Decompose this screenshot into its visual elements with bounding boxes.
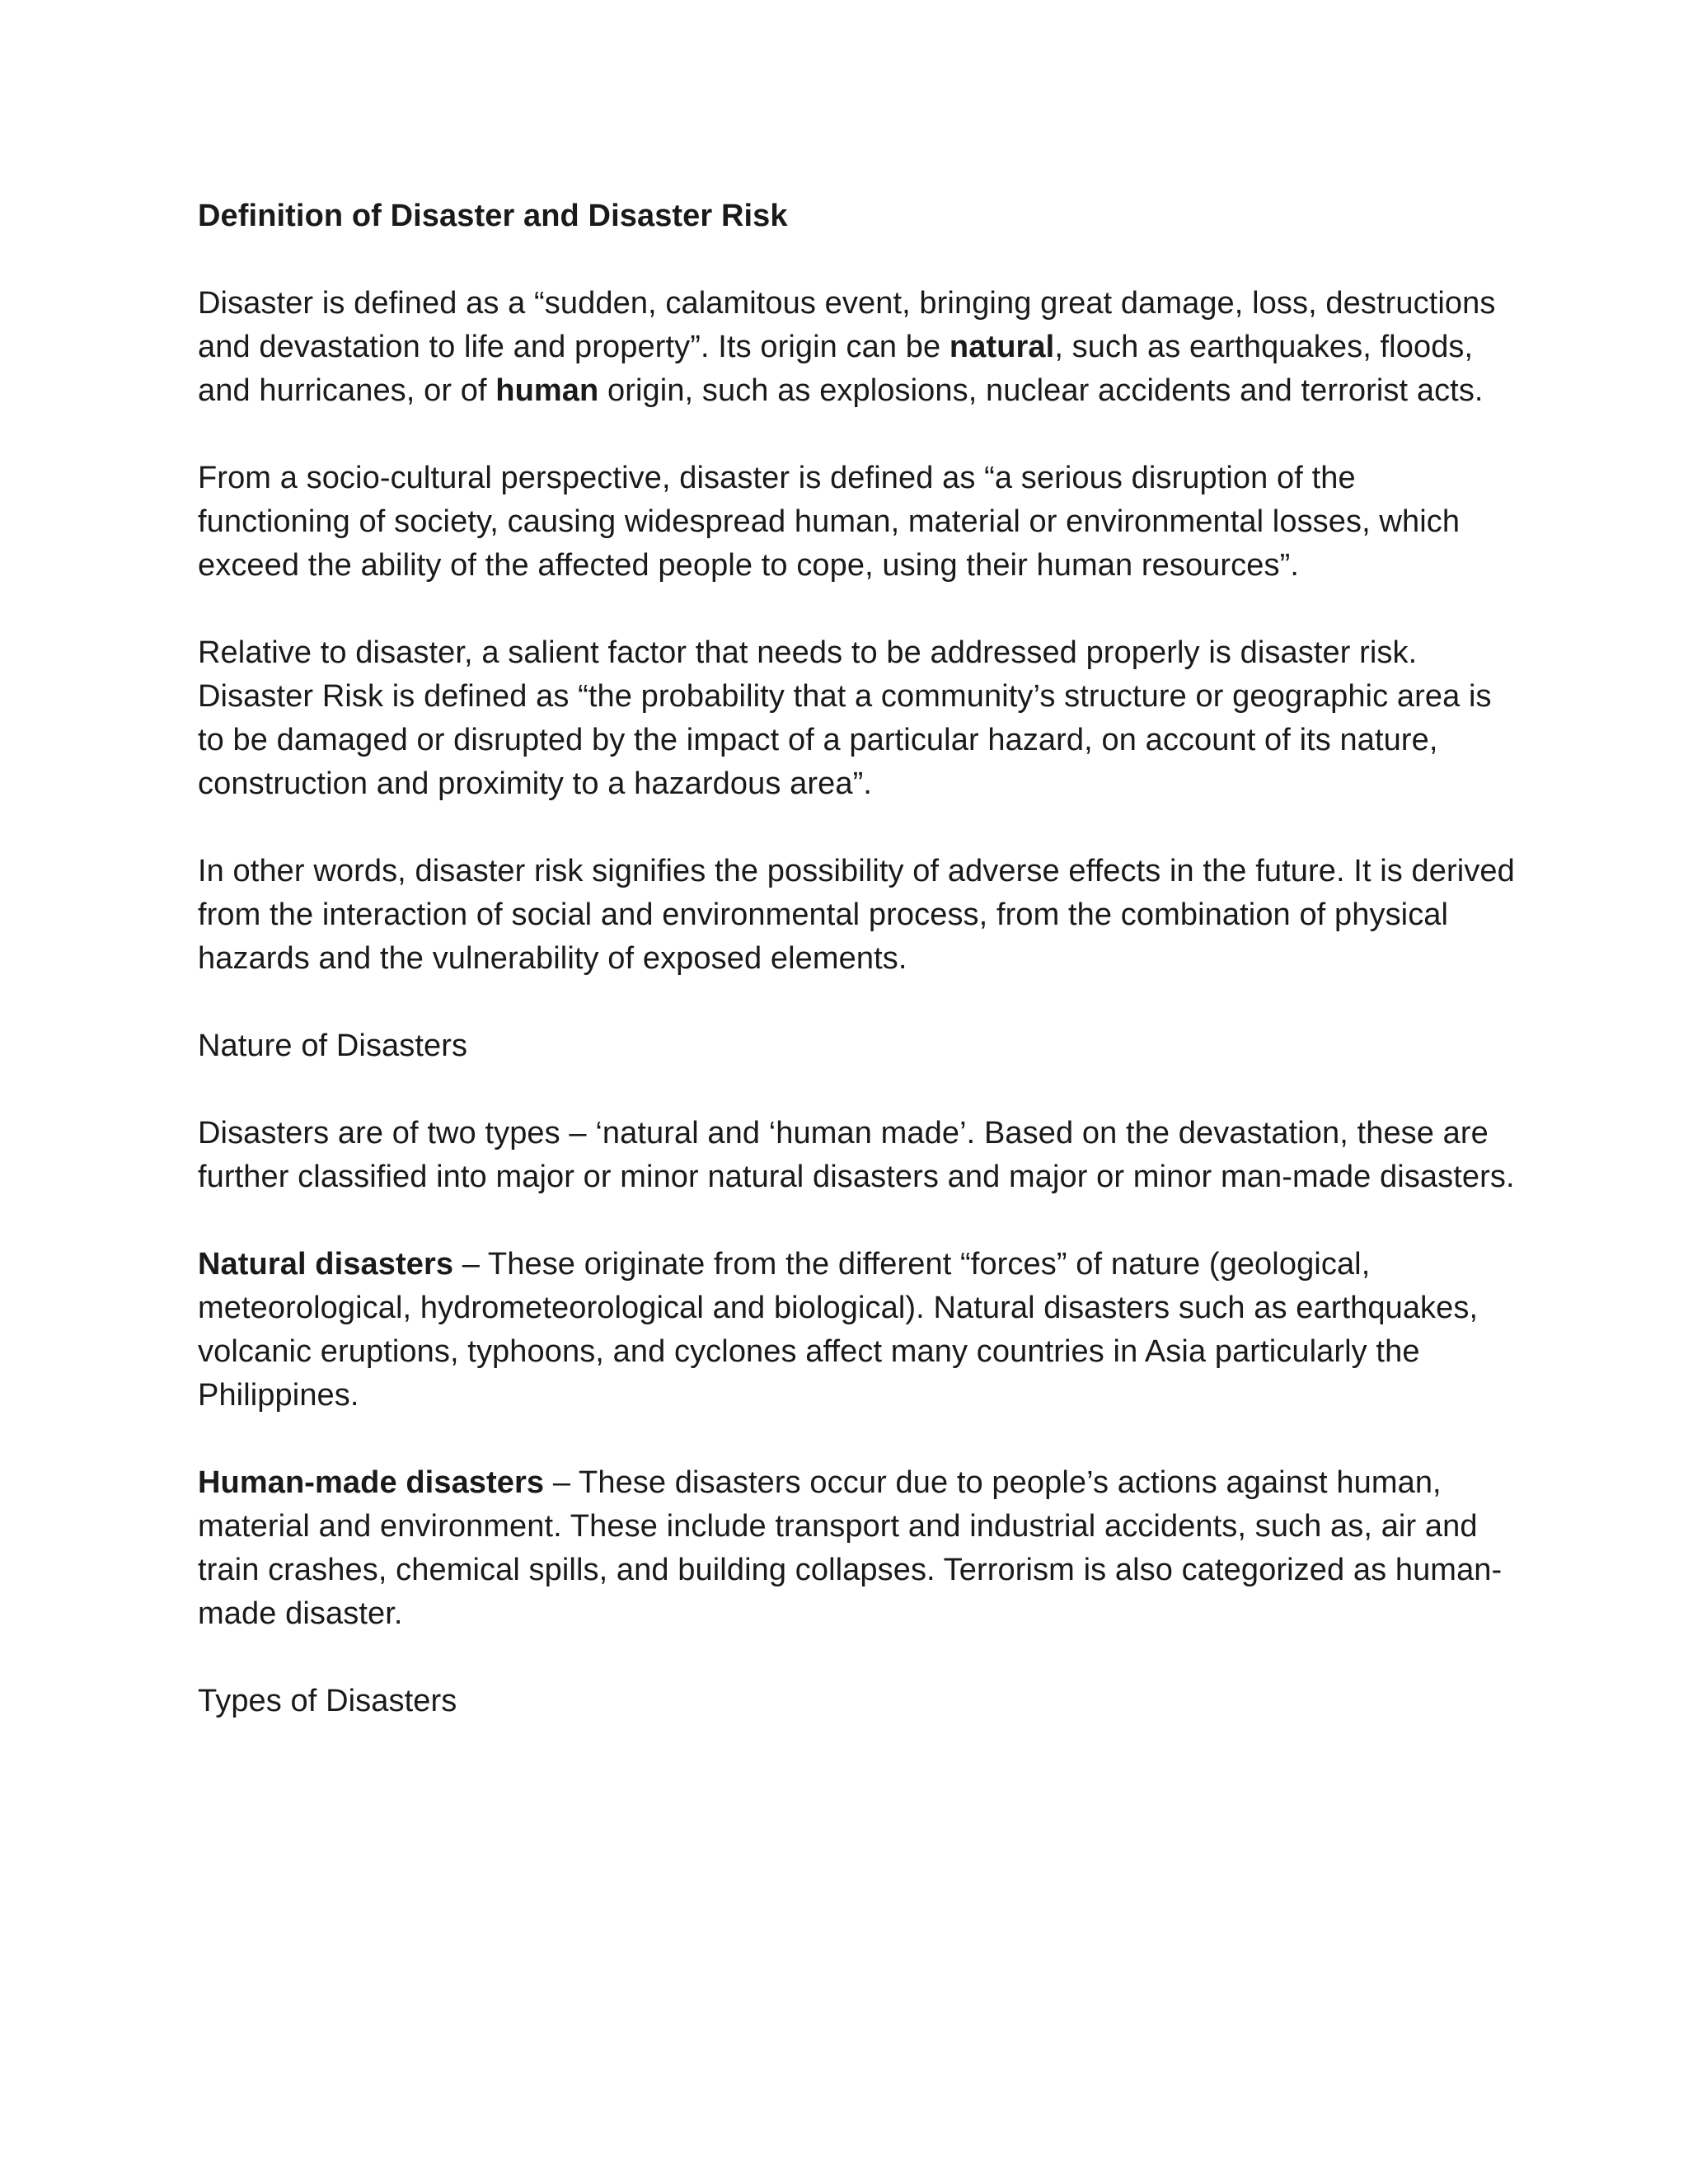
paragraph-other-words: In other words, disaster risk signifies the possibility of adverse effects in the future. It is derived from the interaction of social and environmental process, from the combination of physical hazards and the vulnerability of exposed elements. bbox=[198, 854, 1515, 976]
p1-text-c: , such as earthquakes, floods, and hurricanes, or of bbox=[198, 330, 1474, 408]
paragraph-human-made-disasters bbox=[198, 1461, 1517, 1636]
p1-text-a: Disaster is defined as a “sudden, calamitous event, bringing great damage, loss, destructions and devastation to life and property”. Its origin can be bbox=[198, 286, 1496, 364]
heading-nature-of-disasters: Nature of Disasters bbox=[198, 1029, 468, 1063]
paragraph-two-types: Disasters are of two types – ‘natural and ‘human made’. Based on the devastation, these are further classified into major or minor natural disasters and major or minor man-made disasters. bbox=[198, 1116, 1515, 1194]
paragraph-disaster-definition bbox=[198, 282, 1517, 413]
human-made-disasters-term: Human-made disasters bbox=[198, 1465, 545, 1500]
paragraph-natural-disasters bbox=[198, 1243, 1517, 1418]
p1-bold-natural: natural bbox=[949, 330, 1055, 364]
human-made-disasters-text: – These disasters occur due to people’s actions against human, material and environment. These include transport and industrial accidents, such as, air and train crashes, chemical spills, and building collapses. Terrorism is also categorized as human-made disaster. bbox=[198, 1465, 1503, 1631]
p1-bold-human: human bbox=[495, 373, 599, 408]
paragraph-disaster-risk: Relative to disaster, a salient factor that needs to be addressed properly is disaster risk. Disaster Risk is defined as “the probability that a community’s structure or geographic area is to be damaged or disrupted by the impact of a particular hazard, on account of its nature, construction and proximity to a hazardous area”. bbox=[198, 635, 1492, 801]
natural-disasters-text: – These originate from the different “forces” of nature (geological, meteorological, hydrometeorological and biological). Natural disasters such as earthquakes, volcanic eruptions, typhoons, and cyclones affect many countries in Asia particularly the Philippines. bbox=[198, 1247, 1479, 1413]
document-page bbox=[198, 194, 1517, 1723]
paragraph-socio-cultural: From a socio-cultural perspective, disaster is defined as “a serious disruption of the functioning of society, causing widespread human, material or environmental losses, which exceed the ability of the affected people to cope, using their human resources”. bbox=[198, 461, 1461, 583]
natural-disasters-term: Natural disasters bbox=[198, 1247, 454, 1282]
p1-text-d: origin, such as explosions, nuclear accidents and terrorist acts. bbox=[598, 373, 1484, 408]
page-title: Definition of Disaster and Disaster Risk bbox=[198, 199, 788, 233]
heading-types-of-disasters: Types of Disasters bbox=[198, 1684, 457, 1718]
